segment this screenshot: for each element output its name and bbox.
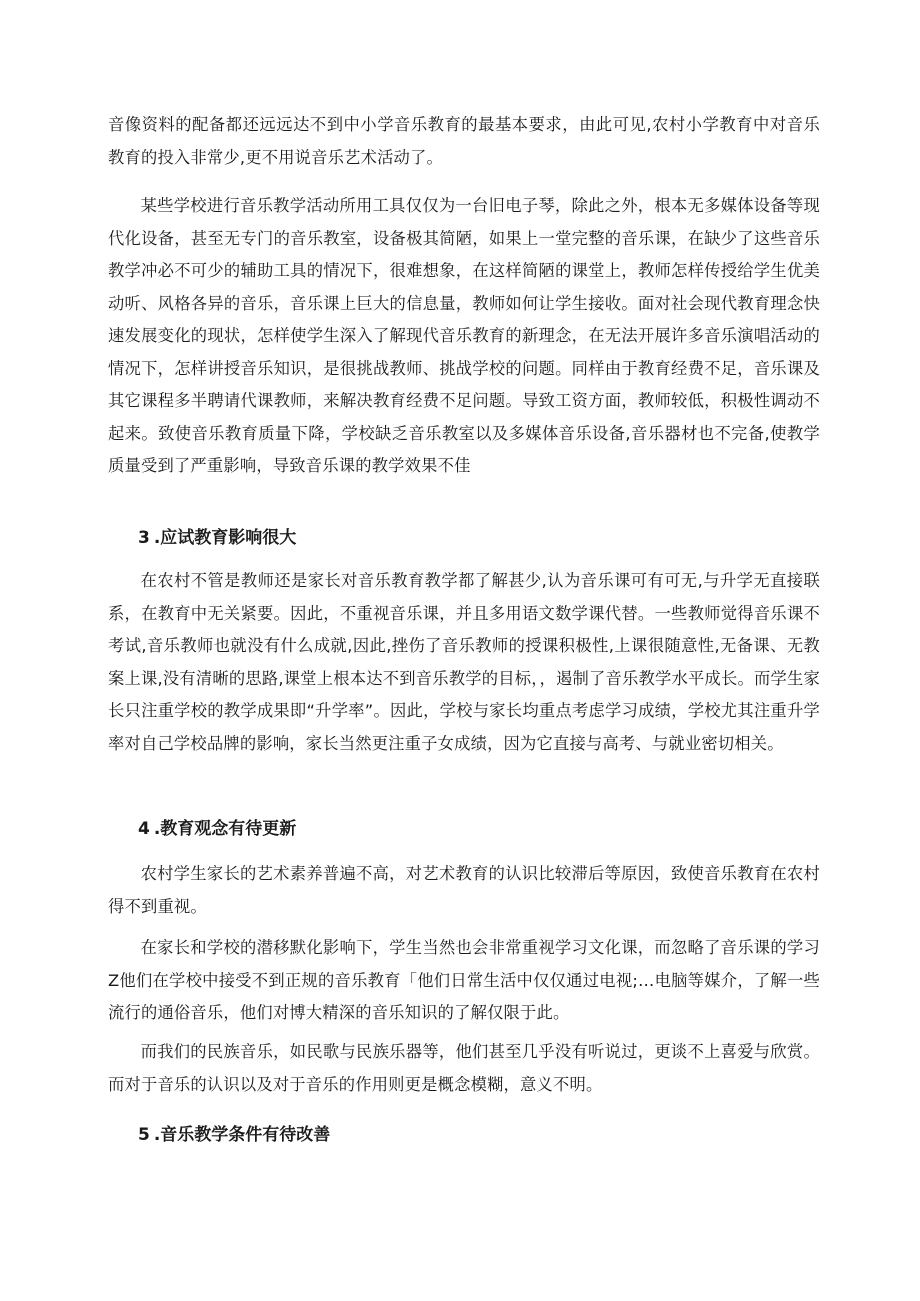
section-heading-4	[108, 813, 820, 845]
section-heading-5	[108, 1119, 820, 1151]
paragraph-teaching-equipment: 某些学校进行音乐教学活动所用工具仅仅为一台旧电子琴，除此之外，根本无多媒体设备等现代化设备，甚至无专门的音乐教室，设备极其简陋，如果上一堂完整的音乐课，在缺少了这些音乐教学冲必不可少的辅助工具的情况下，很难想象，在这样简陋的课堂上，教师怎样传授给学生优美动听、风格各异的音乐，音乐课上巨大的信息量，教师如何让学生接收。面对社会现代教育理念快速发展变化的现状，怎样使学生深入了解现代音乐教育的新理念，在无法开展许多音乐演唱活动的情况下，怎样讲授音乐知识，是很挑战教师、挑战学校的问题。同样由于教育经费不足，音乐课及其它课程多半聘请代课教师，来解决教育经费不足问题。导致工资方面，教师较低，积极性调动不起来。致使音乐教育质量下降，学校缺乏音乐教室以及多媒体音乐设备,音乐器材也不完备,使教学质量受到了严重影响，导致音乐课的教学效果不佳	[108, 196, 820, 475]
heading-title: .应试教育影响很大	[153, 528, 297, 548]
paragraph-school-influence: 在家长和学校的潜移默化影响下，学生当然也会非常重视学习文化课，而忽略了音乐课的学习Z他们在学校中接受不到正规的音乐教育「他们日常生活中仅仅通过电视;…电脑等媒介，了解一些流行的通俗音乐，他们对博大精深的音乐知识的了解仅限于此。	[108, 938, 820, 1022]
section-heading-3	[108, 522, 820, 554]
paragraph-audio-visual-materials: 音像资料的配备都还远远达不到中小学音乐教育的最基本要求，由此可见,农村小学教育中对音乐教育的投入非常少,更不用说音乐艺术活动了。	[108, 115, 820, 167]
paragraph-exam-oriented-education: 在农村不管是教师还是家长对音乐教育教学都了解甚少,认为音乐课可有可无,与升学无直接联系，在教育中无关紧要。因此，不重视音乐课，并且多用语文数学课代替。一些教师觉得音乐课不考试,音乐教师也就没有什么成就,因此,挫伤了音乐教师的授课积极性,上课很随意性,无备课、无教案上课,没有清晰的思路,课堂上根本达不到音乐教学的目标，，遏制了音乐教学水平成长。而学生家长只注重学校的教学成果即“升学率”。因此，学校与家长均重点考虑学习成绩，学校尤其注重升学率对自己学校品牌的影响，家长当然更注重子女成绩，因为它直接与高考、与就业密切相关。	[108, 571, 820, 753]
heading-number: 4	[138, 819, 150, 839]
heading-number: 5	[138, 1125, 150, 1145]
heading-title: .教育观念有待更新	[153, 819, 297, 839]
paragraph-parents-art-literacy: 农村学生家长的艺术素养普遍不高，对艺术教育的认识比较滞后等原因，致使音乐教育在农村得不到重视。	[108, 864, 820, 916]
heading-number: 3	[138, 528, 150, 548]
heading-title: .音乐教学条件有待改善	[153, 1125, 331, 1145]
paragraph-national-music: 而我们的民族音乐，如民歌与民族乐器等，他们甚至几乎没有听说过，更谈不上喜爱与欣赏。而对于音乐的认识以及对于音乐的作用则更是概念模糊，意义不明。	[108, 1042, 820, 1094]
